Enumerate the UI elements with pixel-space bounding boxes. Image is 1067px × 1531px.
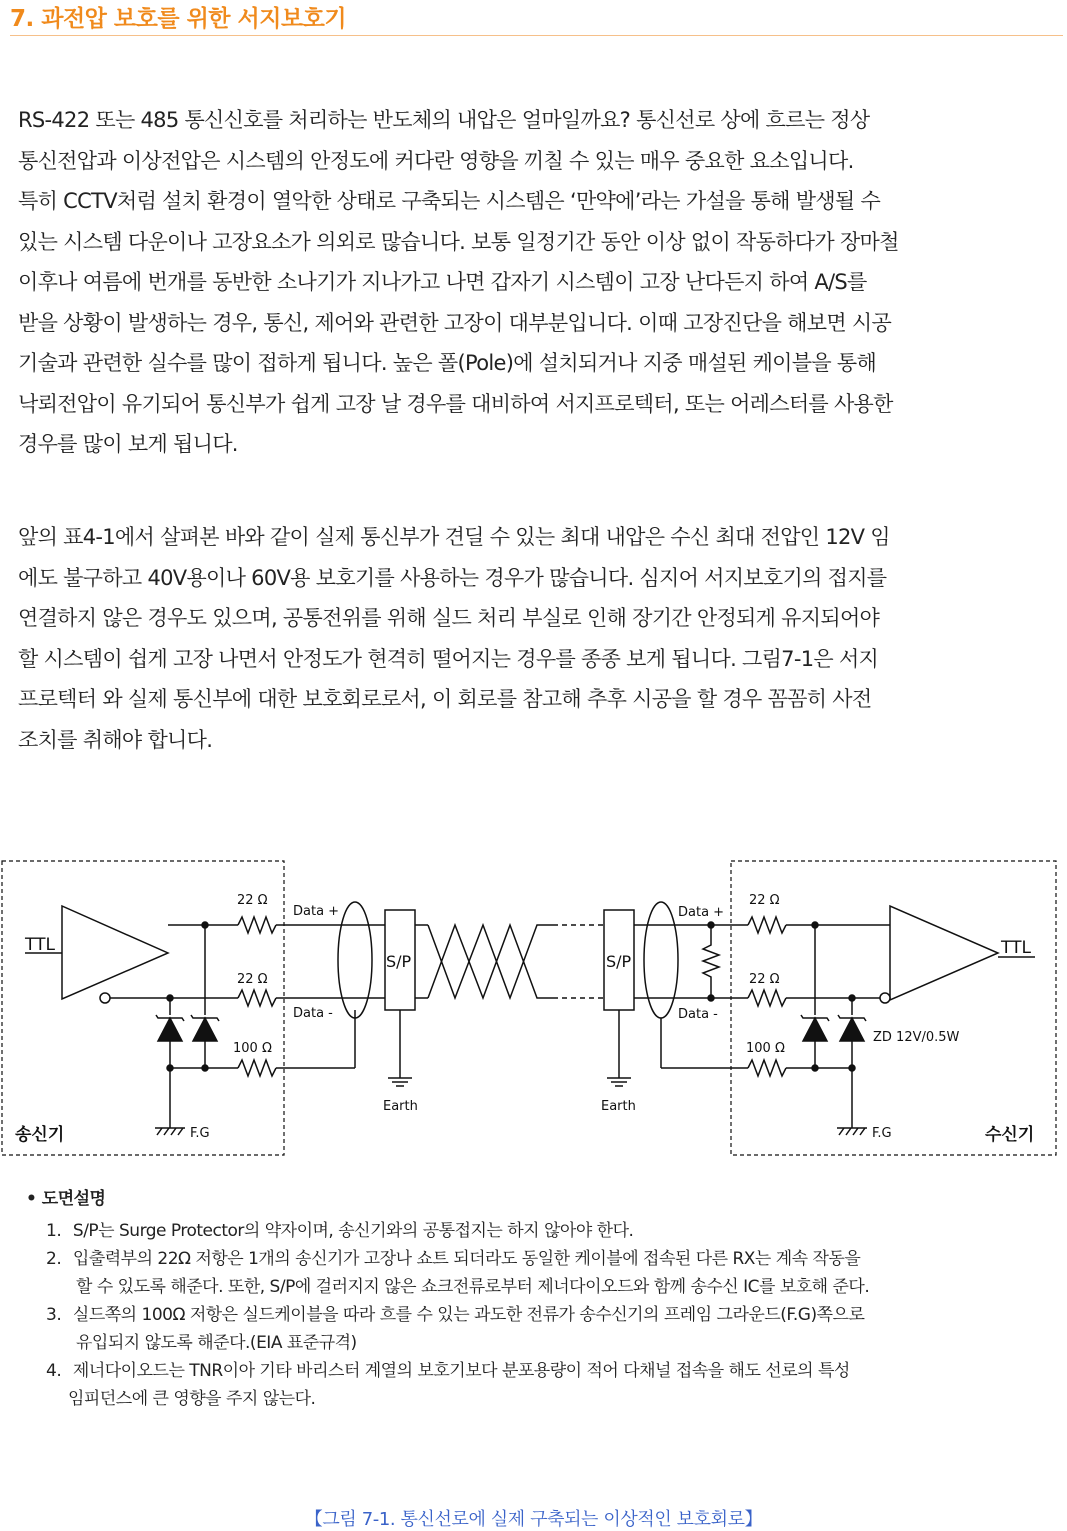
intro-paragraph bbox=[18, 100, 1058, 465]
note-number: 1. bbox=[46, 1221, 62, 1241]
shield-right bbox=[644, 902, 678, 1018]
paragraph-line: 통신전압과 이상전압은 시스템의 안정도에 커다란 영향을 끼칠 수 있는 매우 중요한 요소입니다. bbox=[18, 148, 854, 173]
resistor-22-bottom-right bbox=[748, 990, 786, 1006]
data-minus-label: Data - bbox=[293, 1006, 333, 1021]
diagram-notes bbox=[26, 1184, 869, 1413]
ttl-left-label: TTL bbox=[25, 935, 55, 955]
res-label: 22 Ω bbox=[237, 972, 268, 987]
note-text: 임피던스에 큰 영향을 주지 않는다. bbox=[68, 1389, 316, 1409]
data-plus-label: Data + bbox=[678, 905, 725, 920]
earth-label: Earth bbox=[383, 1099, 418, 1114]
second-paragraph bbox=[18, 517, 1058, 760]
res-label: 100 Ω bbox=[746, 1041, 785, 1056]
res-label: 100 Ω bbox=[233, 1041, 272, 1056]
note-text: 유입되지 않도록 해준다.(EIA 표준규격) bbox=[76, 1333, 357, 1353]
termination-resistor bbox=[703, 925, 719, 998]
earth-label: Earth bbox=[601, 1099, 636, 1114]
twisted-pair-a bbox=[428, 925, 553, 998]
protection-circuit-diagram bbox=[0, 856, 1067, 1161]
zener-diode-left-1 bbox=[158, 1018, 182, 1041]
zener-diode-right-1 bbox=[803, 1018, 827, 1041]
note-number: 3. bbox=[46, 1305, 62, 1325]
driver-amplifier bbox=[62, 906, 168, 999]
paragraph-line: 받을 상황이 발생하는 경우, 통신, 제어와 관련한 고장이 대부분입니다. 이때 고장진단을 해보면 시공 bbox=[18, 310, 892, 335]
paragraph-line: 이후나 여름에 번개를 동반한 소나기가 지나가고 나면 갑자기 시스템이 고장 난다든지 하여 A/S를 bbox=[18, 270, 867, 294]
paragraph-line: 조치를 취해야 합니다. bbox=[18, 727, 213, 752]
paragraph-line: 연결하지 않은 경우도 있으며, 공통전위를 위해 실드 처리 부실로 인해 장기간 안정되게 유지되어야 bbox=[18, 606, 880, 630]
note-text: 제너다이오드는 TNR이아 기타 바리스터 계열의 보호기보다 분포용량이 적어 다채널 접속을 해도 선로의 특성 bbox=[72, 1361, 850, 1381]
res-label: 22 Ω bbox=[237, 893, 268, 908]
res-label: 22 Ω bbox=[749, 893, 780, 908]
ttl-right-label: TTL bbox=[1001, 938, 1031, 958]
resistor-100-right bbox=[748, 1060, 786, 1076]
resistor-100-left bbox=[238, 1060, 276, 1076]
figure-caption: 【그림 7-1. 통신선로에 실제 구축되는 이상적인 보호회로】 bbox=[304, 1509, 763, 1530]
sp-label: S/P bbox=[386, 952, 412, 971]
note-text: 입출력부의 22Ω 저항은 1개의 송신기가 고장나 쇼트 되더라도 동일한 케이블에 접속된 다른 RX는 계속 작동을 bbox=[72, 1249, 861, 1269]
notes-heading: • 도면설명 bbox=[26, 1189, 106, 1209]
paragraph-line: 낙뢰전압이 유기되어 통신부가 쉽게 고장 날 경우를 대비하여 서지프로텍터, 또는 어레스터를 사용한 bbox=[18, 391, 893, 416]
title-underline bbox=[10, 35, 1063, 36]
shield-left bbox=[338, 902, 372, 1018]
twisted-pair-b bbox=[428, 925, 553, 998]
resistor-22-bottom-left bbox=[238, 990, 276, 1006]
data-plus-label: Data + bbox=[293, 904, 340, 919]
transmitter-label: 송신기 bbox=[15, 1125, 65, 1145]
paragraph-line: RS-422 또는 485 통신신호를 처리하는 반도체의 내압은 얼마일까요? 통신선로 상에 흐르는 정상 bbox=[18, 108, 870, 132]
paragraph-line: 있는 시스템 다운이나 고장요소가 의외로 많습니다. 보통 일정기간 동안 이상 없이 작동하다가 장마철 bbox=[18, 229, 899, 254]
note-item bbox=[26, 1245, 869, 1273]
res-label: 22 Ω bbox=[749, 972, 780, 987]
fg-label: F.G bbox=[190, 1126, 210, 1141]
receiver-label: 수신기 bbox=[985, 1125, 1035, 1145]
note-number: 2. bbox=[46, 1249, 62, 1269]
resistor-22-top-left bbox=[238, 917, 276, 933]
note-text: 실드쪽의 100Ω 저항은 실드케이블을 따라 흐를 수 있는 과도한 전류가 송수신기의 프레임 그라운드(F.G)쪽으로 bbox=[72, 1305, 865, 1325]
receiver-box bbox=[731, 861, 1056, 1155]
data-minus-label: Data - bbox=[678, 1007, 718, 1022]
paragraph-line: 할 시스템이 쉽게 고장 나면서 안정도가 현격히 떨어지는 경우를 종종 보게 됩니다. 그림7-1은 서지 bbox=[18, 646, 879, 671]
paragraph-line: 프로텍터 와 실제 통신부에 대한 보호회로로서, 이 회로를 참고해 추후 시공을 할 경우 꼼꼼히 사전 bbox=[18, 687, 872, 711]
note-item bbox=[26, 1217, 869, 1245]
note-item bbox=[26, 1357, 869, 1385]
paragraph-line: 특히 CCTV처럼 설치 환경이 열악한 상태로 구축되는 시스템은 ‘만약에’라는 가설을 통해 발생될 수 bbox=[18, 189, 881, 213]
fg-label: F.G bbox=[872, 1126, 892, 1141]
note-item bbox=[26, 1301, 869, 1329]
sp-label: S/P bbox=[606, 952, 632, 971]
receiver-amplifier bbox=[890, 906, 998, 1000]
paragraph-line: 앞의 표4-1에서 살펴본 바와 같이 실제 통신부가 견딜 수 있는 최대 내압은 수신 최대 전압인 12V 임 bbox=[18, 525, 890, 549]
note-text: 할 수 있도록 해준다. 또한, S/P에 걸러지지 않은 쇼크전류로부터 제너다이오드와 함께 송수신 IC를 보호해 준다. bbox=[76, 1277, 870, 1297]
paragraph-line: 기술과 관련한 실수를 많이 접하게 됩니다. 높은 폴(Pole)에 설치되거나 지중 매설된 케이블을 통해 bbox=[18, 351, 877, 375]
page-title: 7. 과전압 보호를 위한 서지보호기 bbox=[10, 6, 347, 32]
zener-diode-left-2 bbox=[193, 1018, 217, 1041]
paragraph-line: 에도 불구하고 40V용이나 60V용 보호기를 사용하는 경우가 많습니다. 심지어 서지보호기의 접지를 bbox=[18, 565, 887, 590]
note-text: S/P는 Surge Protector의 약자이며, 송신기와의 공통접지는 하지 않아야 한다. bbox=[72, 1221, 634, 1241]
zd-label: ZD 12V/0.5W bbox=[873, 1030, 960, 1045]
zener-diode-right-2 bbox=[840, 1018, 864, 1041]
resistor-22-top-right bbox=[748, 917, 786, 933]
note-number: 4. bbox=[46, 1361, 62, 1381]
paragraph-line: 경우를 많이 보게 됩니다. bbox=[18, 432, 238, 456]
